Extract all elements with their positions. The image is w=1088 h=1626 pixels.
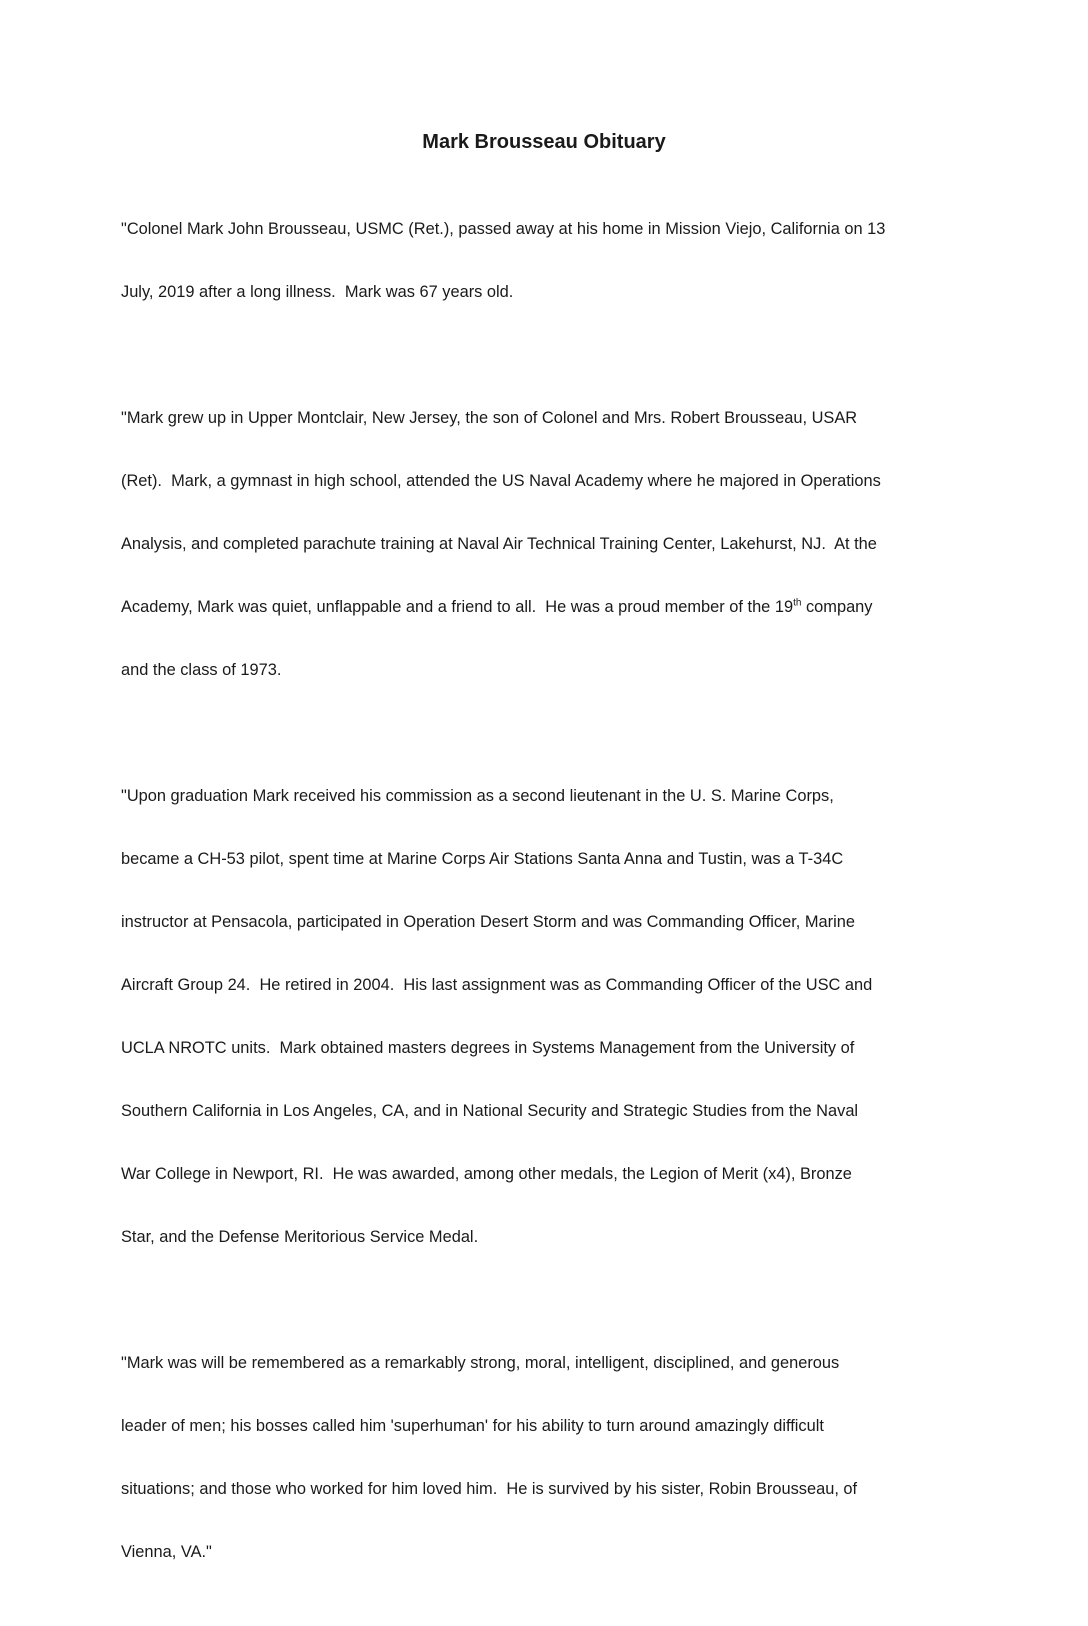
text-line: UCLA NROTC units. Mark obtained masters degrees in Systems Management from the University of bbox=[121, 1039, 855, 1057]
text-line: War College in Newport, RI. He was awarded, among other medals, the Legion of Merit (x4), Bronze bbox=[121, 1165, 852, 1183]
text-line: Analysis, and completed parachute training at Naval Air Technical Training Center, Lakehurst, NJ. At the bbox=[121, 535, 877, 553]
text-line: July, 2019 after a long illness. Mark was 67 years old. bbox=[121, 283, 514, 301]
text-line: (Ret). Mark, a gymnast in high school, attended the US Naval Academy where he majored in Operations bbox=[121, 472, 881, 490]
paragraph-3 bbox=[121, 744, 973, 1290]
text-line: leader of men; his bosses called him 'superhuman' for his ability to turn around amazingly difficult bbox=[121, 1417, 824, 1435]
paragraph-2 bbox=[121, 366, 973, 723]
text-line: Star, and the Defense Meritorious Service Medal. bbox=[121, 1228, 479, 1246]
text-fragment: Academy, Mark was quiet, unflappable and a friend to all. He was a proud member of the 19 bbox=[121, 598, 794, 616]
text-line: became a CH-53 pilot, spent time at Marine Corps Air Stations Santa Anna and Tustin, was a T-34C bbox=[121, 850, 844, 868]
document-body bbox=[121, 177, 973, 1626]
text-line: "Colonel Mark John Brousseau, USMC (Ret.), passed away at his home in Mission Viejo, California on 13 bbox=[121, 220, 886, 238]
ordinal-superscript: th bbox=[793, 597, 802, 609]
text-line: "Mark was will be remembered as a remarkably strong, moral, intelligent, disciplined, and generous bbox=[121, 1354, 840, 1372]
document-title: Mark Brousseau Obituary bbox=[422, 131, 666, 153]
text-line: Southern California in Los Angeles, CA, and in National Security and Strategic Studies from the Naval bbox=[121, 1102, 859, 1120]
paragraph-4 bbox=[121, 1311, 973, 1605]
text-line: "Upon graduation Mark received his commission as a second lieutenant in the U. S. Marine Corps, bbox=[121, 787, 834, 805]
text-line bbox=[121, 597, 973, 618]
text-line: "Mark grew up in Upper Montclair, New Jersey, the son of Colonel and Mrs. Robert Brousseau, USAR bbox=[121, 409, 858, 427]
text-line: and the class of 1973. bbox=[121, 661, 282, 679]
text-line: Aircraft Group 24. He retired in 2004. His last assignment was as Commanding Officer of the USC and bbox=[121, 976, 873, 994]
text-line: situations; and those who worked for him loved him. He is survived by his sister, Robin Brousseau, of bbox=[121, 1480, 858, 1498]
text-line: Vienna, VA." bbox=[121, 1543, 212, 1561]
text-fragment: company bbox=[801, 598, 873, 616]
text-line: instructor at Pensacola, participated in Operation Desert Storm and was Commanding Officer, Marine bbox=[121, 913, 855, 931]
paragraph-1 bbox=[121, 177, 973, 345]
